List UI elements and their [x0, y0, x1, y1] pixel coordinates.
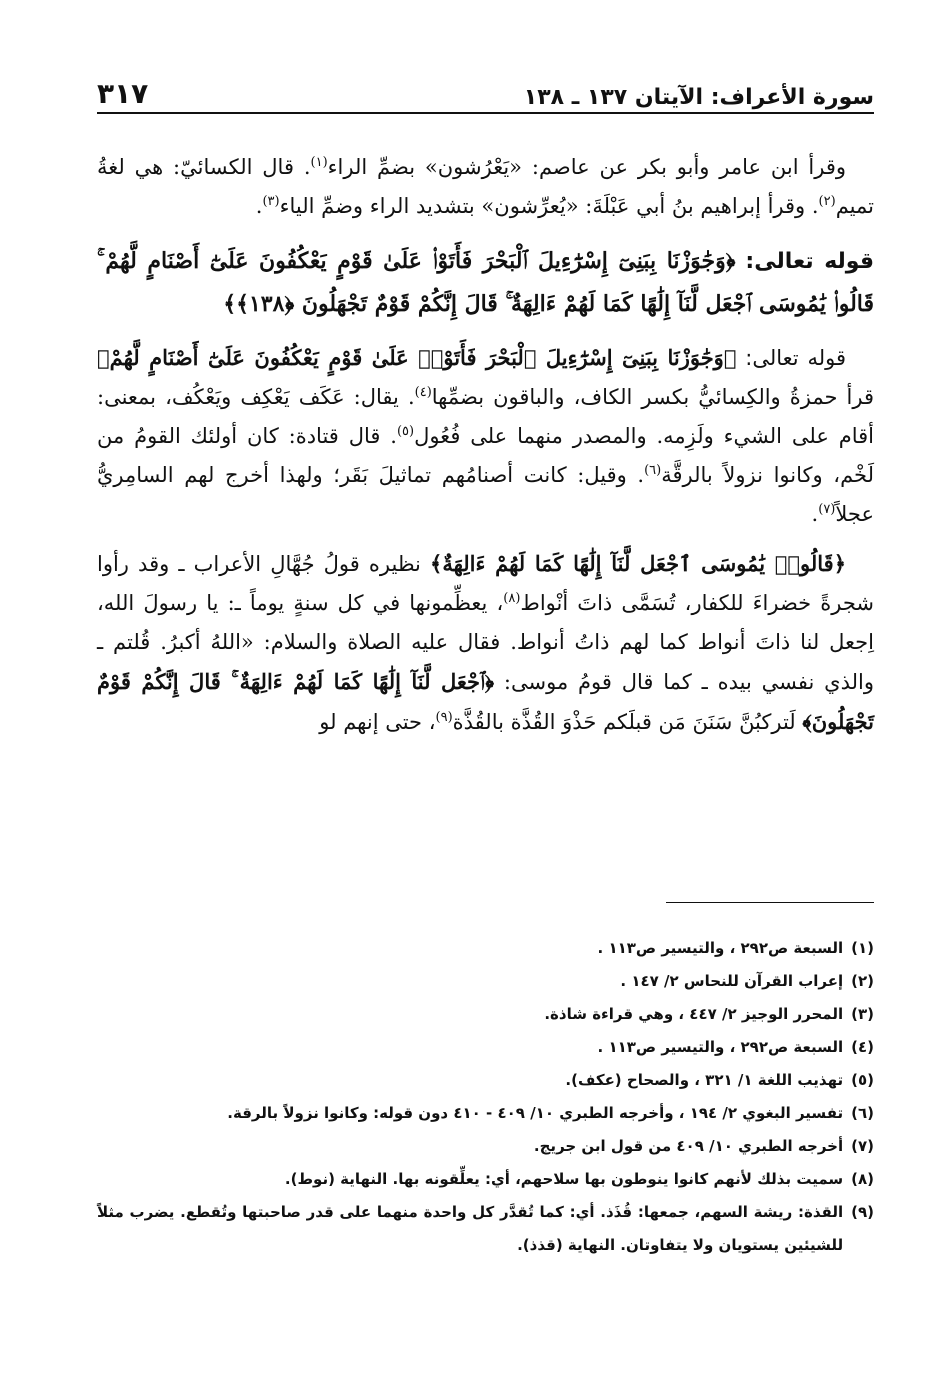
text-segment: . [255, 194, 263, 218]
footnote-item [97, 965, 874, 998]
footnote-text: المحرر الوجيز ٢/ ٤٤٧ ، وهي قراءة شاذة. [544, 1005, 844, 1023]
text-segment: قرأ حمزةُ والكِسائيُّ بكسر الكاف، والباقون بضمِّها [431, 385, 874, 409]
footnote-item [97, 1196, 874, 1262]
footnote-text: السبعة ص٢٩٢ ، والتيسير ص١١٣ . [597, 939, 844, 957]
page-number: ٣١٧ [97, 77, 149, 110]
footnote-number: (١) [851, 939, 874, 957]
text-segment: ، حتى إنهم لو [319, 710, 436, 734]
quran-verse: ﴿وَجَٰوَزْنَا بِبَنِىٓ إِسْرَٰٓءِيلَ ٱلْبَحْرَ فَأَتَوْا۟ عَلَىٰ قَوْمٍ يَعْكُفُونَ عَلَىٰٓ أَصْنَامٍ لَّهُمْ ۚ قَالُوا۟ يَٰمُوسَى ٱجْعَل لَّنَآ إِلَٰهًا كَمَا لَهُمْ ءَالِهَةٌ ۚ قَالَ إِنَّكُمْ قَوْمٌ تَجْهَلُونَ ﴿١٣٨﴾﴾ [97, 248, 874, 317]
footnote-number: (٢) [851, 972, 874, 990]
verse-lead: قوله تعالى: [745, 249, 874, 274]
footnote-ref-7[interactable]: (٧) [818, 502, 836, 517]
text-segment: . [811, 502, 819, 526]
footnote-ref-9[interactable]: (٩) [435, 710, 453, 725]
text-segment: . قال الكسائيّ: هي لغةُ تميم [97, 155, 874, 218]
footnote-text: السبعة ص٢٩٢ ، والتيسير ص١١٣ . [597, 1038, 844, 1056]
footnote-item [97, 932, 874, 965]
page-header [97, 66, 874, 110]
footnote-number: (٥) [851, 1071, 874, 1089]
footnote-text: تهذيب اللغة ١/ ٣٢١ ، والصحاح (عكف). [565, 1071, 844, 1089]
footnote-ref-5[interactable]: (٥) [396, 424, 415, 439]
quran-verse-quote: ﴿ٱجْعَل لَّنَآ إِلَٰهًا كَمَا لَهُمْ ءَالِهَةٌ ۚ قَالَ إِنَّكُمْ قَوْمٌ تَجْهَلُونَ﴾ [97, 669, 874, 734]
footnote-item [97, 998, 874, 1031]
header-rule [97, 112, 874, 114]
text-segment: وقرأ ابن عامر وأبو بكر عن عاصم: «يَعْرُشون» بضمِّ الراء [327, 155, 847, 179]
paragraph-readings [97, 148, 874, 226]
footnote-item [97, 1163, 874, 1196]
footnote-number: (٤) [851, 1038, 874, 1056]
footnote-ref-4[interactable]: (٤) [414, 385, 432, 400]
text-segment: نظيره قولُ جُهَّالِ الأعراب ـ وقد رأوا شجرةً خضراءَ للكفار، تُسَمَّى ذاتَ أنْواط [97, 552, 874, 615]
footnote-text: إعراب القرآن للنحاس ٢/ ١٤٧ . [620, 972, 844, 990]
chapter-title: سورة الأعراف: الآيتان ١٣٧ ـ ١٣٨ [523, 85, 874, 110]
footnote-text: تفسير البغوي ٢/ ١٩٤ ، وأخرجه الطبري ١٠/ ٤٠٩ - ٤١٠ دون قوله: وكانوا نزولاً بالرقة. [227, 1104, 844, 1122]
footnote-item [97, 1130, 874, 1163]
verse-heading [97, 240, 874, 326]
quran-verse-quote: ﴿وَجَٰوَزْنَا بِبَنِىٓ إِسْرَٰٓءِيلَ ٱلْبَحْرَ فَأَتَوْا۟ عَلَىٰ قَوْمٍ يَعْكُفُونَ عَلَىٰٓ أَصْنَامٍ لَّهُمْ﴾ [97, 345, 737, 370]
footnote-text: أخرجه الطبري ١٠/ ٤٠٩ من قول ابن جريج. [533, 1137, 844, 1155]
footnote-ref-2[interactable]: (٢) [818, 194, 836, 209]
footnote-number: (٧) [851, 1137, 874, 1155]
commentary-lead: قوله تعالى: [745, 346, 846, 370]
text-segment: . قال قتادة: كان أولئك القومُ من لَخْم، وكانوا نزولاً بالرقَّة [97, 424, 875, 487]
text-segment: لَتركبُنَّ سَنَنَ مَن قبلَكم حَذْوَ القُذَّة بالقُذَّة [452, 710, 803, 734]
main-text [97, 148, 874, 742]
footnote-text: القذة: ريشة السهم، جمعها: قُذَذ. أي: كما تُقدَّر كل واحدة منهما على قدر صاحبتها وتُقطع. يضرب مثلاً للشيئين يستويان ولا يتفاوتان. النهاية (قذذ). [97, 1203, 844, 1254]
footnote-number: (٦) [851, 1104, 874, 1122]
footnote-separator [666, 902, 874, 903]
footnote-number: (٩) [851, 1203, 874, 1221]
footnote-ref-1[interactable]: (١) [310, 155, 328, 170]
footnote-ref-8[interactable]: (٨) [503, 591, 521, 606]
paragraph-hadith [97, 544, 874, 742]
footnote-number: (٣) [851, 1005, 874, 1023]
footnote-ref-3[interactable]: (٣) [262, 194, 280, 209]
text-segment: . وقيل: كانت أصنامُهم تماثيلَ بَقَر؛ ولهذا أخرج لهم السامِريُّ عجلاً [97, 463, 874, 526]
quran-verse-quote: ﴿قَالُوا۟ يَٰمُوسَى ٱجْعَل لَّنَآ إِلَٰهًا كَمَا لَهُمْ ءَالِهَةٌ﴾ [430, 551, 847, 576]
footnotes [97, 932, 874, 1262]
footnote-item [97, 1064, 874, 1097]
footnote-item [97, 1031, 874, 1064]
footnote-number: (٨) [851, 1170, 874, 1188]
footnote-ref-6[interactable]: (٦) [644, 463, 662, 478]
text-segment: . يقال: عَكَف يَعْكِف ويَعْكُف، بمعنى: أقام على الشيء ولَزِمه. والمصدر منهما على فُعُول [97, 385, 874, 448]
text-segment: . وقرأ إبراهيم بنُ أبي عَبْلَةَ: «يُعرِّشون» بتشديد الراء وضمِّ الياء [279, 194, 819, 218]
footnote-item [97, 1097, 874, 1130]
footnote-text: سميت بذلك لأنهم كانوا ينوطون بها سلاحهم، أي: يعلِّقونه بها. النهاية (نوط). [284, 1170, 844, 1188]
paragraph-commentary [97, 338, 874, 534]
text-segment: ، يعظِّمونها في كل سنةٍ يوماً ـ: يا رسولَ الله، اِجعل لنا ذاتَ أنواط كما لهم ذاتُ أنواط. فقال عليه الصلاة والسلام: «اللهُ أكبرُ. قُلتم ـ والذي نفسي بيده ـ كما قال قومُ موسى: [97, 591, 874, 694]
